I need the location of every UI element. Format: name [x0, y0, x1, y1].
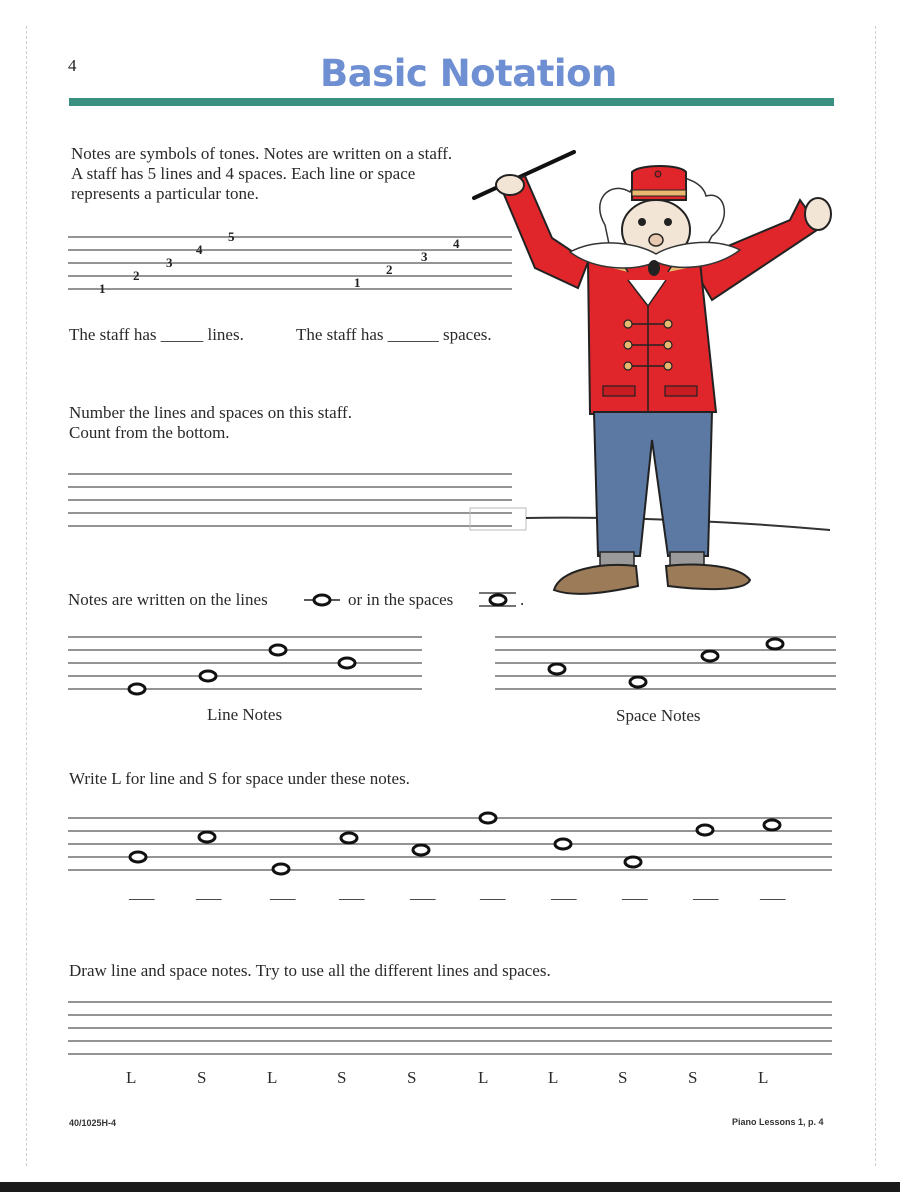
space-number-3: 3 [421, 249, 428, 264]
space-number-1: 1 [354, 275, 361, 290]
footer-code: 40/1025H-4 [69, 1118, 117, 1128]
number-exercise-line-1: Number the lines and spaces on this staff. [69, 403, 352, 422]
line-notes [129, 645, 355, 694]
draw-label: S [618, 1068, 628, 1087]
line-number-3: 3 [166, 255, 173, 270]
conductor-illustration [474, 152, 831, 594]
answer-blank: ___ [339, 883, 365, 902]
ls-exercise-instruction: Write L for line and S for space under these notes. [69, 769, 410, 788]
answer-blank: ___ [196, 883, 222, 902]
draw-label: L [758, 1068, 769, 1087]
draw-label: S [197, 1068, 207, 1087]
notes-intro-part-3: . [520, 590, 525, 609]
staff-spaces-question: The staff has ______ spaces. [296, 325, 492, 344]
draw-exercise-instruction: Draw line and space notes. Try to use all the different lines and spaces. [69, 961, 551, 980]
draw-label: S [407, 1068, 417, 1087]
page-number: 4 [68, 56, 77, 75]
space-number-4: 4 [453, 236, 460, 251]
notes-intro-part-2: or in the spaces [348, 590, 454, 609]
answer-blank: ___ [622, 883, 648, 902]
notes-intro-part-1: Notes are written on the lines [68, 590, 268, 609]
number-exercise-staff [68, 474, 512, 526]
intro-line-2: A staff has 5 lines and 4 spaces. Each line or space [71, 164, 416, 183]
number-exercise-line-2: Count from the bottom. [69, 423, 230, 442]
line-notes-staff [68, 637, 422, 689]
answer-blank: ___ [693, 883, 719, 902]
answer-blank: ___ [410, 883, 436, 902]
space-number-2: 2 [386, 262, 393, 277]
draw-exercise-staff [68, 1002, 832, 1054]
draw-label: L [267, 1068, 278, 1087]
draw-label: S [688, 1068, 698, 1087]
draw-label: L [126, 1068, 137, 1087]
line-number-1: 1 [99, 281, 106, 296]
draw-label: L [548, 1068, 559, 1087]
line-notes-caption: Line Notes [207, 705, 283, 724]
space-note-icon [479, 593, 516, 606]
space-notes-caption: Space Notes [616, 706, 701, 725]
answer-blank: ___ [480, 883, 506, 902]
line-note-icon [304, 595, 340, 605]
line-number-2: 2 [133, 268, 140, 283]
page-title: Basic Notation [320, 52, 617, 95]
ls-exercise-staff [68, 818, 832, 870]
answer-blank: ___ [270, 883, 296, 902]
draw-label: L [478, 1068, 489, 1087]
space-notes-staff [495, 637, 836, 689]
footer-page-ref: Piano Lessons 1, p. 4 [732, 1117, 824, 1127]
bottom-edge [0, 1182, 900, 1192]
answer-blank: ___ [760, 883, 786, 902]
line-number-5: 5 [228, 229, 235, 244]
staff-lines-question: The staff has _____ lines. [69, 325, 244, 344]
intro-line-3: represents a particular tone. [71, 184, 259, 203]
intro-line-1: Notes are symbols of tones. Notes are written on a staff. [71, 144, 453, 163]
line-number-4: 4 [196, 242, 203, 257]
answer-blank: ___ [551, 883, 577, 902]
answer-blank: ___ [129, 883, 155, 902]
draw-label: S [337, 1068, 347, 1087]
